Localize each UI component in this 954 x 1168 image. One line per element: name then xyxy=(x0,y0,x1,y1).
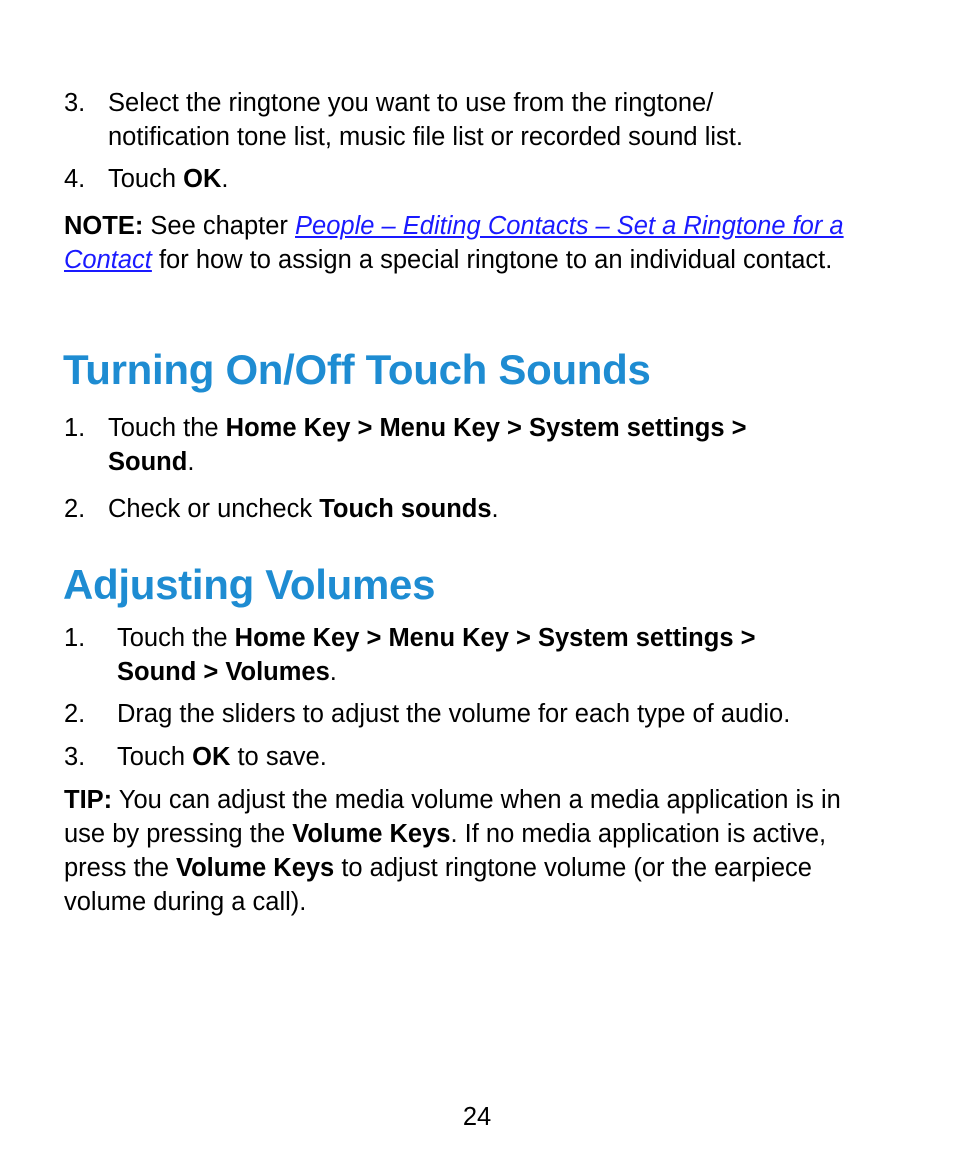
step-text: Touch the xyxy=(108,414,226,442)
step-number: 3. xyxy=(64,743,86,771)
step-number: 2. xyxy=(64,700,86,728)
note-text: See chapter xyxy=(143,212,296,240)
list-item xyxy=(117,740,907,774)
step-text-line: notification tone list, music file list or recorded sound list. xyxy=(108,123,743,151)
step-text: Touch xyxy=(117,743,193,771)
note-text: for how to assign a special ringtone to an individual contact. xyxy=(151,246,833,274)
step-text: Drag the sliders to adjust the volume for each type of audio. xyxy=(117,700,791,728)
step-number: 1. xyxy=(64,624,86,652)
key-name: Volume Keys xyxy=(175,854,335,882)
section-heading: Turning On/Off Touch Sounds xyxy=(63,346,651,393)
key-name: Volume Keys xyxy=(292,820,451,848)
tip-text: . If no media application is active, press the xyxy=(64,820,827,882)
list-item xyxy=(108,492,898,526)
section-heading: Adjusting Volumes xyxy=(63,561,436,608)
tip-paragraph xyxy=(64,783,879,919)
page-number: 24 xyxy=(462,1103,492,1131)
list-item xyxy=(108,162,898,196)
tip-text: to adjust ringtone volume (or the earpiece volume during a call). xyxy=(64,854,812,916)
step-text: . xyxy=(491,495,499,523)
menu-path: Home Key > Menu Key > System settings > Sound > Volumes xyxy=(117,624,756,686)
step-text: Check or uncheck xyxy=(108,495,320,523)
list-item xyxy=(117,621,837,689)
list-item xyxy=(108,411,828,479)
setting-name: Touch sounds xyxy=(319,495,492,523)
tip-label: TIP: xyxy=(64,786,113,814)
step-text: . xyxy=(221,165,229,193)
step-bold-text: OK xyxy=(192,743,231,771)
step-text: Touch xyxy=(108,165,184,193)
list-item xyxy=(108,86,898,154)
step-number: 3. xyxy=(64,89,86,117)
step-number: 1. xyxy=(64,414,86,442)
note-label: NOTE: xyxy=(64,212,144,240)
chapter-link[interactable]: People – Editing Contacts – Set a Ringtone for a Contact xyxy=(64,212,844,274)
step-number: 4. xyxy=(64,165,86,193)
list-item xyxy=(117,697,917,731)
step-text-line: Select the ringtone you want to use from the ringtone/ xyxy=(108,89,714,117)
note-paragraph xyxy=(64,209,879,277)
tip-text: You can adjust the media volume when a media application is in use by pressing the xyxy=(64,786,841,848)
step-text: Touch the xyxy=(117,624,235,652)
step-text: to save. xyxy=(230,743,327,771)
step-text: . xyxy=(329,658,337,686)
step-text: . xyxy=(187,448,195,476)
step-bold-text: OK xyxy=(183,165,222,193)
step-number: 2. xyxy=(64,495,86,523)
menu-path: Home Key > Menu Key > System settings > Sound xyxy=(108,414,747,476)
